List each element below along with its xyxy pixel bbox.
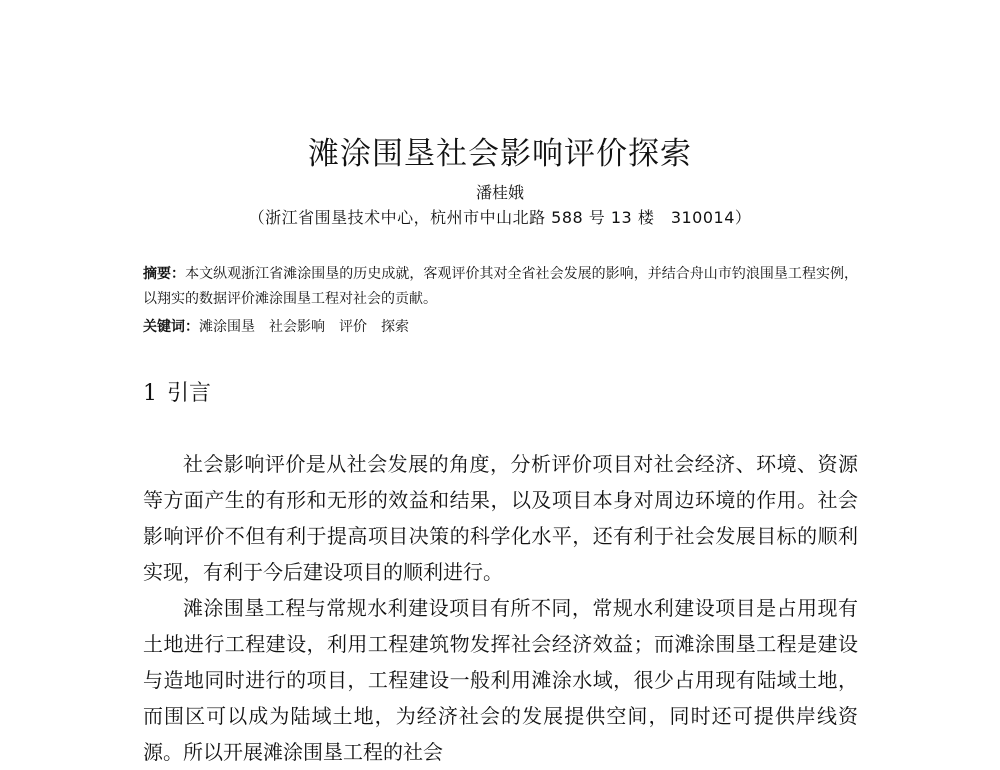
abstract-label: 摘要： bbox=[143, 266, 186, 282]
paragraph: 滩涂围垦工程与常规水利建设项目有所不同，常规水利建设项目是占用现有土地进行工程建设，利用工程建筑物发挥社会经济效益；而滩涂围垦工程是建设与造地同时进行的项目，工程建设一般利用滩涂水域，很少占用现有陆域土地，而围区可以成为陆域土地，为经济社会的发展提供空间，同时还可提供岸线资源。所以开展滩涂围垦工程的社会 bbox=[143, 596, 858, 764]
paragraph: 社会影响评价是从社会发展的角度，分析评价项目对社会经济、环境、资源等方面产生的有形和无形的效益和结果，以及项目本身对周边环境的作用。社会影响评价不但有利于提高项目决策的科学化水平，还有利于社会发展目标的顺利实现，有利于今后建设项目的顺利进行。 bbox=[143, 452, 858, 584]
keywords-label: 关键词： bbox=[143, 319, 199, 335]
keyword: 滩涂围垦 bbox=[199, 319, 255, 335]
section-title: 引言 bbox=[167, 381, 212, 406]
body-text bbox=[143, 446, 858, 770]
author-affiliation: （浙江省围垦技术中心，杭州市中山北路 588 号 13 楼 310014） bbox=[248, 208, 752, 227]
keyword: 探索 bbox=[381, 319, 409, 335]
paper-title: 滩涂围垦社会影响评价探索 bbox=[308, 136, 692, 172]
abstract-text: 本文纵观浙江省滩涂围垦的历史成就，客观评价其对全省社会发展的影响，并结合舟山市钓浪围垦工程实例，以翔实的数据评价滩涂围垦工程对社会的贡献。 bbox=[143, 266, 858, 307]
section-heading bbox=[143, 376, 211, 407]
keywords bbox=[143, 315, 858, 340]
keyword: 社会影响 bbox=[269, 319, 325, 335]
author-name: 潘桂娥 bbox=[475, 183, 524, 202]
section-number: 1 bbox=[143, 381, 157, 406]
abstract bbox=[143, 262, 858, 312]
keyword: 评价 bbox=[339, 319, 367, 335]
